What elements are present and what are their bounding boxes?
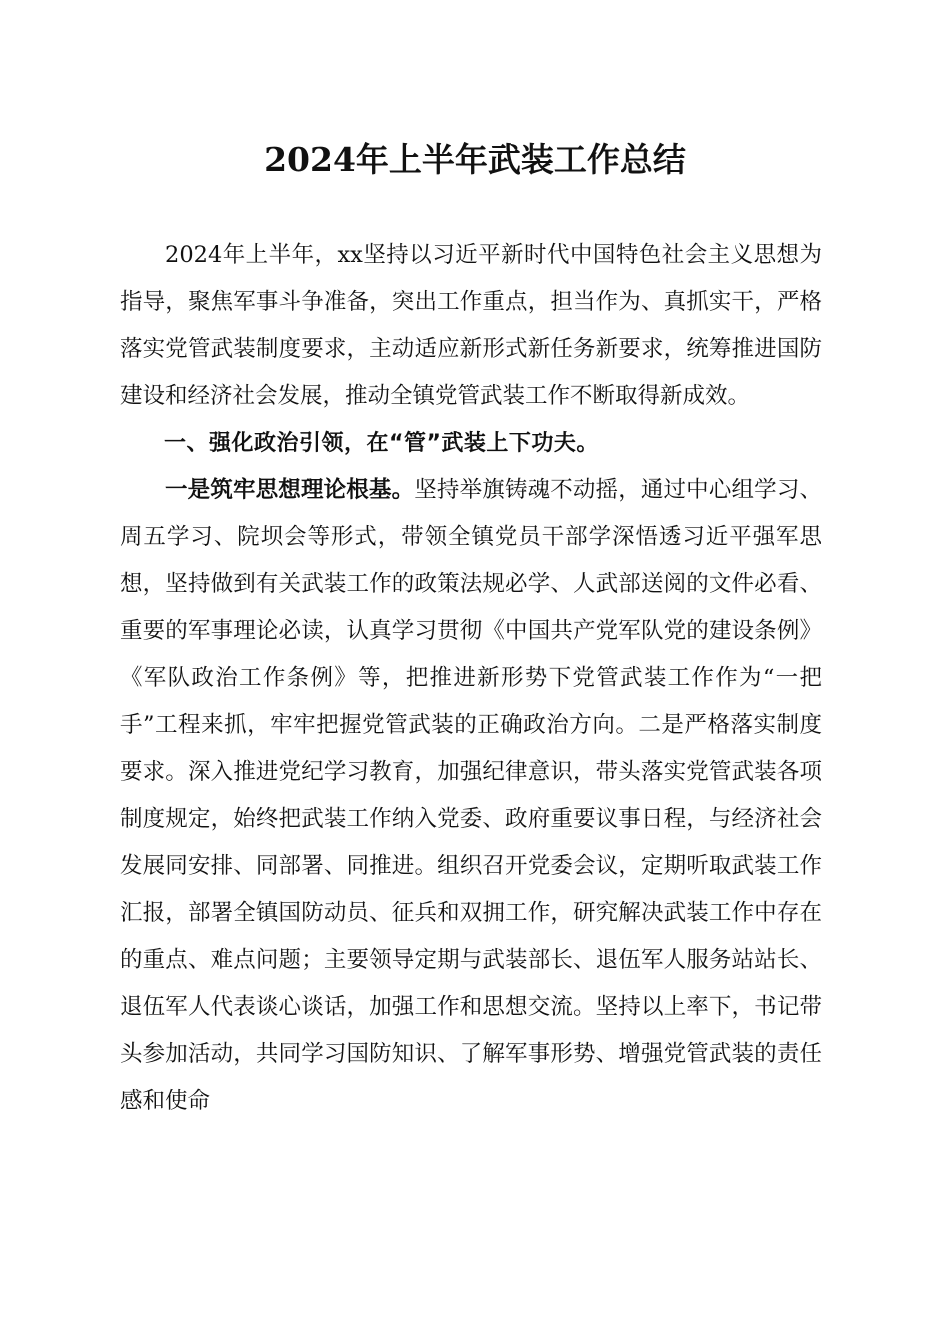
intro-paragraph: 2024年上半年，xx坚持以习近平新时代中国特色社会主义思想为指导，聚焦军事斗争准备，突出工作重点，担当作为、真抓实干，严格落实党管武装制度要求，主动适应新形式新任务新要求，统筹推进国防建设和经济社会发展，推动全镇党管武装工作不断取得新成效。 <box>120 242 822 409</box>
section-lead-phrase: 一是筑牢思想理论根基。 <box>165 477 415 503</box>
section-paragraph <box>120 467 822 1125</box>
section-body-text: 坚持举旗铸魂不动摇，通过中心组学习、周五学习、院坝会等形式，带领全镇党员干部学深悟透习近平强军思想，坚持做到有关武装工作的政策法规必学、人武部送阅的文件必看、重要的军事理论必读，认真学习贯彻《中国共产党军队党的建设条例》《军队政治工作条例》等，把推进新形势下党管武装工作作为“一把手”工程来抓，牢牢把握党管武装的正确政治方向。二是严格落实制度要求。深入推进党纪学习教育，加强纪律意识，带头落实党管武装各项制度规定，始终把武装工作纳入党委、政府重要议事日程，与经济社会发展同安排、同部署、同推进。组织召开党委会议，定期听取武装工作汇报，部署全镇国防动员、征兵和双拥工作，研究解决武装工作中存在的重点、难点问题；主要领导定期与武装部长、退伍军人服务站站长、退伍军人代表谈心谈话，加强工作和思想交流。坚持以上率下，书记带头参加活动，共同学习国防知识、了解军事形势、增强党管武装的责任感和使命 <box>120 477 822 1114</box>
document-title: 2024年上半年武装工作总结 <box>264 140 686 179</box>
section-heading: 一、强化政治引领，在“管”武装上下功夫。 <box>164 431 599 456</box>
document-body <box>120 232 822 1125</box>
